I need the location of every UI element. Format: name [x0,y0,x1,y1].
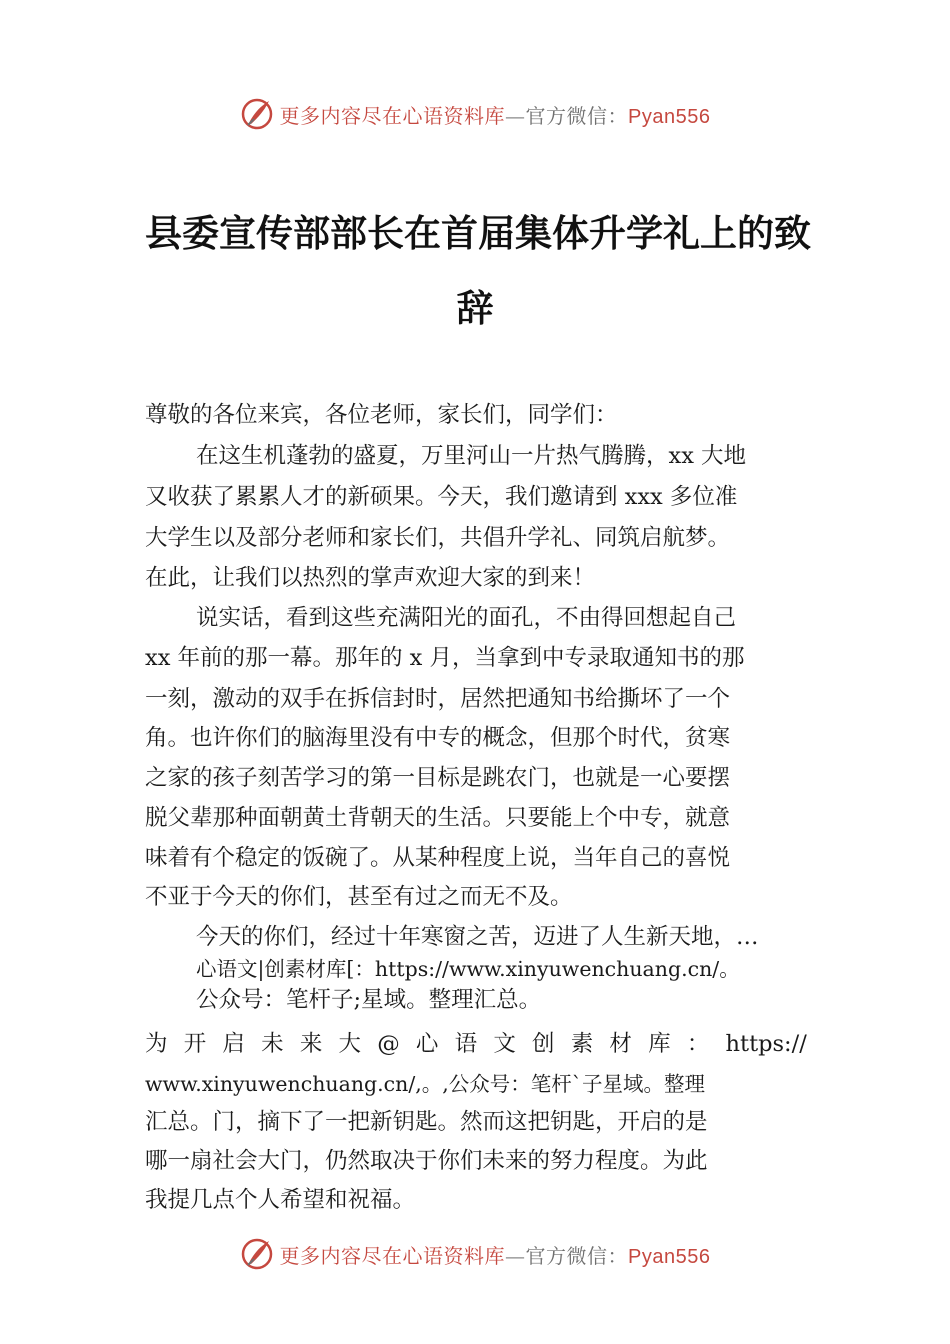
spread-char: 语 [454,1031,478,1057]
text-line: 在此，让我们以热烈的掌声欢迎大家的到来！ [145,565,596,591]
header-dash: — [505,103,526,128]
footer-text: 更多内容尽在心语资料库 [279,1243,506,1268]
header-wechat-id: Pyan556 [628,105,711,128]
document-title-line-2: 辞 [456,287,494,330]
footer-wechat-id: Pyan556 [628,1245,711,1268]
watermark-line: 心语文|创素材库[：https://www.xinyuwenchuang.cn/。 [196,957,740,981]
spread-char: 来 [299,1031,323,1057]
spread-char: 创 [532,1031,555,1057]
spread-char: 启 [222,1031,245,1057]
text-line: 又收获了累累人才的新硕果。今天，我们邀请到 xxx 多位准 [145,484,738,510]
spread-char: 文 [493,1031,516,1057]
spread-char: 材 [609,1031,632,1057]
text-line: 今天的你们，经过十年寒窗之苦，迈进了人生新天地，… [196,924,759,950]
header-text: 更多内容尽在心语资料库 [279,103,506,128]
footer-wechat-label: 官方微信： [525,1243,629,1268]
text-line: 说实话，看到这些充满阳光的面孔，不由得回想起自己 [196,605,737,631]
spread-text-line [145,1029,807,1059]
salutation: 尊敬的各位来宾，各位老师，家长们，同学们： [145,402,618,428]
footer-banner [0,1234,950,1274]
text-line: 在这生机蓬勃的盛夏，万里河山一片热气腾腾，xx 大地 [196,443,747,469]
document-title-line-1: 县委宣传部部长在首届集体升学礼上的致 [145,212,811,255]
header-banner [0,94,950,134]
spread-char: 为 [145,1031,168,1057]
spread-char: 素 [570,1031,594,1057]
text-line: 角。也许你们的脑海里没有中专的概念，但那个时代，贫寒 [145,725,731,751]
spread-char: 心 [415,1031,439,1057]
text-line: 不亚于今天的你们，甚至有过之而无不及。 [145,884,573,910]
text-line: 大学生以及部分老师和家长们，共倡升学礼、同筑启航梦。 [145,525,731,551]
text-line: xx 年前的那一幕。那年的 x 月，当拿到中专录取通知书的那 [145,645,745,671]
text-line: 之家的孩子刻苦学习的第一目标是跳农门，也就是一心要摆 [145,765,731,791]
watermark-line: 公众号：笔杆子;星域。整理汇总。 [196,987,542,1013]
quill-logo-icon [240,97,274,131]
spread-char: @ [377,1031,400,1057]
text-line: 味着有个稳定的饭碗了。从某种程度上说，当年自己的喜悦 [145,845,731,871]
spread-char: 库 [648,1031,671,1057]
spread-char: 未 [261,1031,284,1057]
text-line: 脱父辈那种面朝黄土背朝天的生活。只要能上个中专，就意 [145,805,731,831]
header-wechat-label: 官方微信： [525,103,629,128]
spread-char: 大 [338,1031,362,1057]
text-line: www.xinyuwenchuang.cn/,。,公众号：笔杆`子星域。整理 [145,1072,706,1096]
text-line: 我提几点个人希望和祝福。 [145,1187,416,1213]
quill-logo-icon [240,1237,274,1271]
spread-char: https:// [725,1031,807,1057]
spread-char: 开 [183,1031,207,1057]
footer-dash: — [505,1243,526,1268]
text-line: 一刻，激动的双手在拆信封时，居然把通知书给撕坏了一个 [145,686,731,712]
text-line: 汇总。门，摘下了一把新钥匙。然而这把钥匙，开启的是 [145,1109,708,1135]
spread-char: ： [686,1031,710,1057]
text-line: 哪一扇社会大门，仍然取决于你们未来的努力程度。为此 [145,1148,708,1174]
